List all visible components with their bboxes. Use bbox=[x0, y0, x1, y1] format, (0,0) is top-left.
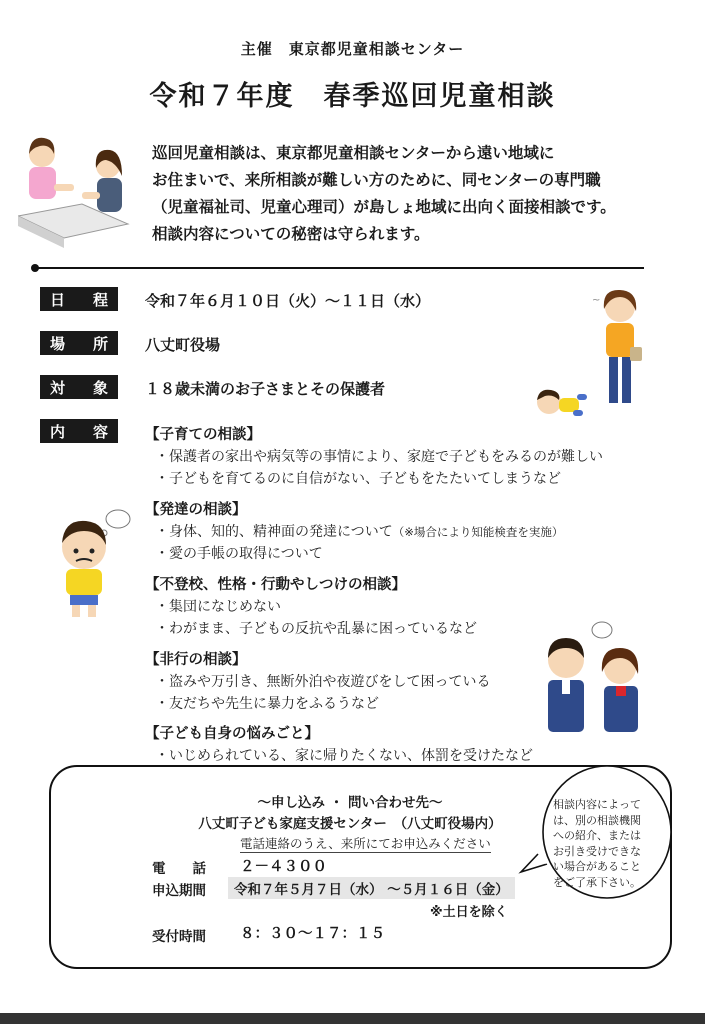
category-title: 【子育ての相談】 bbox=[145, 427, 261, 443]
list-item: ・子どもを育てるのに自信がない、子どもをたたいてしまうなど bbox=[155, 471, 561, 487]
weekend-exception: ※土日を除く bbox=[430, 905, 508, 920]
list-item: ・わがまま、子どもの反抗や乱暴に困っているなど bbox=[155, 621, 477, 637]
application-period-label: 申込期間 bbox=[152, 883, 206, 899]
organizer: 主催 東京都児童相談センター bbox=[240, 40, 465, 58]
content-label: 内 容 bbox=[40, 419, 118, 443]
contact-note: 電話連絡のうえ、来所にてお申込みください bbox=[240, 836, 491, 851]
crying-child-illustration bbox=[533, 382, 589, 426]
troubled-students-illustration bbox=[540, 618, 650, 736]
category-title: 【不登校、性格・行動やしつけの相談】 bbox=[145, 577, 406, 593]
list-item: ・保護者の家出や病気等の事情により、家庭で子どもをみるのが難しい bbox=[155, 449, 603, 465]
schedule-label: 日 程 bbox=[40, 287, 118, 311]
bubble-text bbox=[553, 797, 661, 890]
list-item-note: （※場合により知能検査を実施） bbox=[392, 525, 564, 539]
intro-text bbox=[152, 140, 692, 248]
footer-bar bbox=[0, 1013, 705, 1024]
intro-line: 相談内容についての秘密は守られます。 bbox=[152, 225, 430, 243]
category-title: 【発達の相談】 bbox=[145, 502, 247, 518]
bubble-line: をご了承下さい。 bbox=[553, 875, 641, 889]
reception-hours-label: 受付時間 bbox=[152, 929, 206, 945]
bubble-line: い場合があること bbox=[553, 860, 641, 873]
list-item: ・盗みや万引き、無断外泊や夜遊びをして困っている bbox=[155, 674, 491, 690]
schedule-value: 令和７年６月１０日（火）～１１日（水） bbox=[145, 292, 431, 310]
category-title: 【子ども自身の悩みごと】 bbox=[145, 726, 319, 742]
counseling-illustration bbox=[18, 132, 136, 250]
list-item: ・愛の手帳の取得について bbox=[155, 546, 323, 562]
target-label: 対 象 bbox=[40, 375, 118, 399]
bubble-line: への紹介、または bbox=[553, 829, 641, 842]
upset-boy-illustration bbox=[48, 507, 132, 619]
list-item: ・身体、知的、精神面の発達について（※場合により知能検査を実施） bbox=[155, 524, 564, 540]
category-title: 【非行の相談】 bbox=[145, 652, 247, 668]
intro-line: お住まいで、来所相談が難しい方のために、同センターの専門職 bbox=[152, 171, 601, 189]
place-value: 八丈町役場 bbox=[145, 336, 221, 354]
intro-line: （児童福祉司、児童心理司）が島しょ地域に出向く面接相談です。 bbox=[152, 198, 616, 216]
application-period: 令和７年５月７日（水） ～５月１６日（金） bbox=[228, 877, 515, 899]
bubble-line: お引き受けできな bbox=[553, 844, 641, 858]
contact-organization: 八丈町子ども家庭支援センター （八丈町役場内） bbox=[198, 816, 502, 832]
page-title: 令和７年度 春季巡回児童相談 bbox=[149, 81, 556, 112]
target-value: １８歳未満のお子さまとその保護者 bbox=[145, 380, 386, 398]
list-item: ・友だちや先生に暴力をふるうなど bbox=[155, 696, 379, 712]
phone-label: 電 話 bbox=[152, 861, 206, 877]
worried-mother-illustration bbox=[590, 285, 650, 415]
bubble-line: は、別の相談機関 bbox=[553, 813, 641, 827]
svg-text:~: ~ bbox=[592, 295, 601, 306]
list-item: ・集団になじめない bbox=[155, 599, 281, 615]
intro-line: 巡回児童相談は、東京都児童相談センターから遠い地域に bbox=[152, 144, 555, 162]
place-label: 場 所 bbox=[40, 331, 118, 355]
divider bbox=[34, 267, 644, 269]
reception-hours: ８：３０～１７：１５ bbox=[240, 926, 385, 942]
phone-number: ２－４３００ bbox=[240, 859, 327, 875]
contact-heading: ～申し込み ・ 問い合わせ先～ bbox=[257, 795, 443, 811]
list-item: ・いじめられている、家に帰りたくない、体罰を受けたなど bbox=[155, 748, 533, 764]
bubble-line: 相談内容によって bbox=[553, 798, 641, 811]
